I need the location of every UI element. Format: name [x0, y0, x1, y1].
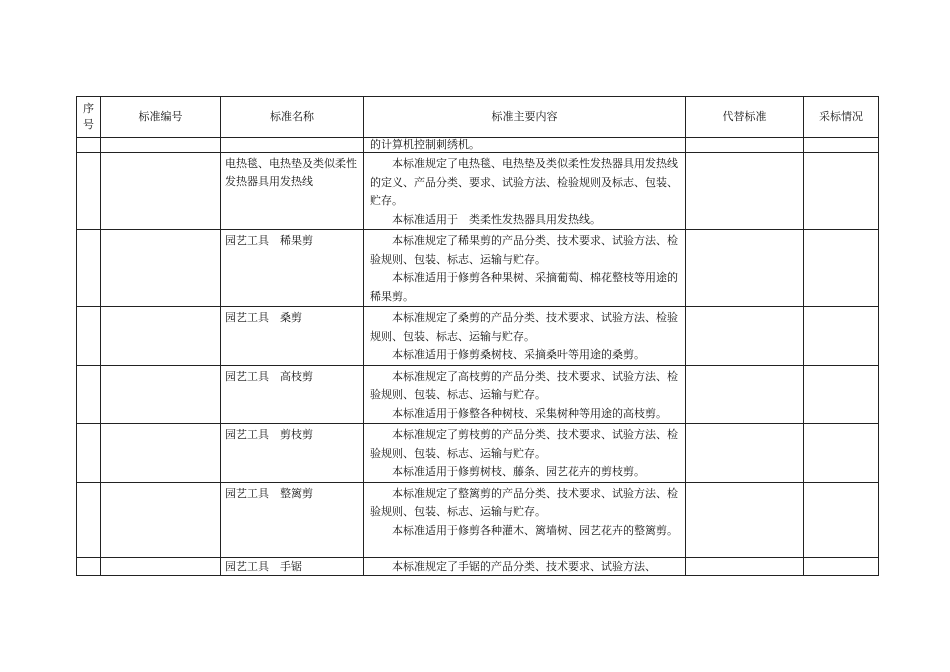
code-cell: [101, 138, 221, 153]
code-cell: [101, 153, 221, 230]
seq-cell: [77, 482, 101, 557]
table-header-row: [77, 97, 879, 138]
name-cell: [221, 307, 364, 366]
content-cell: [364, 138, 686, 153]
standard-name: 园艺工具 整篱剪: [225, 486, 313, 500]
table-row: [77, 230, 879, 307]
content-cell: [364, 230, 686, 307]
header-replace: 代替标准: [686, 97, 804, 138]
replace-cell: [686, 138, 804, 153]
content-cell: [364, 482, 686, 557]
replace-cell: [686, 230, 804, 307]
table-row: [77, 307, 879, 366]
seq-cell: [77, 365, 101, 424]
code-cell: [101, 307, 221, 366]
content-cell: [364, 153, 686, 230]
content-paragraph: 本标准适用于 类柔性发热器具用发热线。: [392, 212, 601, 226]
code-cell: [101, 482, 221, 557]
table-row: [77, 153, 879, 230]
table-row: [77, 365, 879, 424]
content-paragraph: 本标准规定了整篱剪的产品分类、技术要求、试验方法、检验规则、包装、标志、运输与贮存。: [370, 486, 678, 518]
table-row: [77, 557, 879, 575]
content-paragraph: 本标准规定了稀果剪的产品分类、技术要求、试验方法、检验规则、包装、标志、运输与贮存。: [370, 234, 678, 266]
standards-table: [76, 96, 879, 576]
adopt-cell: [804, 482, 879, 557]
header-name: 标准名称: [221, 97, 364, 138]
content-paragraph: 本标准适用于修剪各种果树、采摘葡萄、棉花整枝等用途的稀果剪。: [370, 271, 678, 303]
replace-cell: [686, 365, 804, 424]
header-content: 标准主要内容: [364, 97, 686, 138]
content-cell: [364, 557, 686, 575]
name-cell: [221, 365, 364, 424]
content-paragraph: 本标准适用于修整各种树枝、采集树种等用途的高枝剪。: [392, 406, 667, 420]
seq-cell: [77, 557, 101, 575]
content-cell: [364, 307, 686, 366]
standard-name: 电热毯、电热垫及类似柔性发热器具用发热线: [225, 157, 357, 188]
adopt-cell: [804, 153, 879, 230]
standard-name: 园艺工具 剪枝剪: [225, 428, 313, 441]
standard-name: 园艺工具 桑剪: [225, 311, 302, 324]
seq-cell: [77, 153, 101, 230]
name-cell: [221, 138, 364, 153]
adopt-cell: [804, 557, 879, 575]
content-paragraph: 本标准适用于修剪树枝、藤条、园艺花卉的剪枝剪。: [392, 465, 645, 478]
adopt-cell: [804, 138, 879, 153]
content-paragraph: 的计算机控制刺绣机。: [370, 138, 480, 151]
seq-cell: [77, 307, 101, 366]
name-cell: [221, 153, 364, 230]
header-adopt: 采标情况: [804, 97, 879, 138]
content-paragraph: 本标准规定了剪枝剪的产品分类、技术要求、试验方法、检验规则、包装、标志、运输与贮存。: [370, 428, 678, 460]
standard-name: 园艺工具 稀果剪: [225, 234, 313, 247]
table-row: [77, 482, 879, 557]
replace-cell: [686, 307, 804, 366]
content-paragraph: 本标准规定了电热毯、电热垫及类似柔性发热器具用发热线的定义、产品分类、要求、试验方法、检验规则及标志、包装、贮存。: [370, 157, 678, 207]
adopt-cell: [804, 365, 879, 424]
seq-cell: [77, 138, 101, 153]
replace-cell: [686, 557, 804, 575]
replace-cell: [686, 482, 804, 557]
adopt-cell: [804, 307, 879, 366]
code-cell: [101, 557, 221, 575]
header-code: 标准编号: [101, 97, 221, 138]
standard-name: 园艺工具 高枝剪: [225, 369, 313, 383]
code-cell: [101, 365, 221, 424]
replace-cell: [686, 153, 804, 230]
content-paragraph: 本标准适用于修剪桑树枝、采摘桑叶等用途的桑剪。: [392, 348, 645, 361]
content-paragraph: 本标准规定了手锯的产品分类、技术要求、试验方法、: [392, 559, 656, 573]
table-row: [77, 424, 879, 483]
name-cell: [221, 230, 364, 307]
replace-cell: [686, 424, 804, 483]
code-cell: [101, 230, 221, 307]
content-cell: [364, 365, 686, 424]
table-row: [77, 138, 879, 153]
content-paragraph: 本标准规定了桑剪的产品分类、技术要求、试验方法、检验规则、包装、标志、运输与贮存。: [370, 311, 678, 343]
content-paragraph: 本标准规定了高枝剪的产品分类、技术要求、试验方法、检验规则、包装、标志、运输与贮存。: [370, 369, 678, 401]
adopt-cell: [804, 230, 879, 307]
code-cell: [101, 424, 221, 483]
content-cell: [364, 424, 686, 483]
name-cell: [221, 424, 364, 483]
seq-cell: [77, 230, 101, 307]
name-cell: [221, 557, 364, 575]
header-seq: 序号: [77, 97, 101, 138]
content-paragraph: 本标准适用于修剪各种灌木、篱墙树、园艺花卉的整篱剪。: [392, 523, 678, 537]
adopt-cell: [804, 424, 879, 483]
standard-name: [221, 138, 363, 140]
name-cell: [221, 482, 364, 557]
standard-name: 园艺工具 手锯: [225, 559, 302, 573]
seq-cell: [77, 424, 101, 483]
